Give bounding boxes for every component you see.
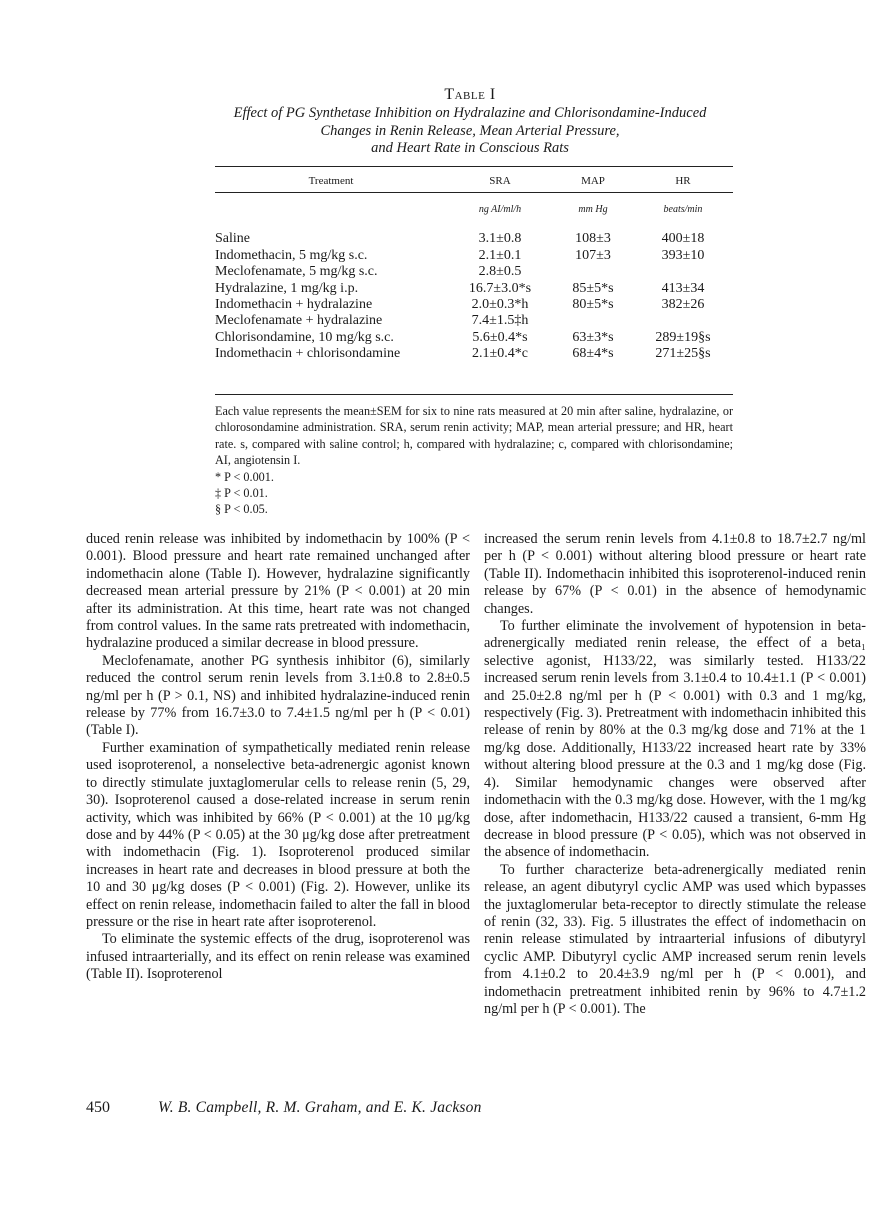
table-top-rule xyxy=(215,166,733,167)
significance-note: * P < 0.001. xyxy=(215,469,274,484)
cell-map: 63±3*s xyxy=(572,329,614,345)
cell-map: 68±4*s xyxy=(572,346,614,362)
table-bottom-rule xyxy=(215,394,733,395)
cell-hr: 382±26 xyxy=(661,297,705,313)
table-caption xyxy=(180,105,760,158)
cell-sra: 7.4±1.5‡h xyxy=(471,313,529,329)
table-row xyxy=(215,231,733,247)
data-table xyxy=(215,168,733,363)
table-row xyxy=(215,248,733,264)
running-footer-authors: W. B. Campbell, R. M. Graham, and E. K. Jackson xyxy=(158,1099,482,1116)
cell-map: 85±5*s xyxy=(572,280,614,296)
units-row xyxy=(215,194,733,231)
table-row xyxy=(215,346,733,362)
table-row xyxy=(215,313,733,329)
col-header-hr: HR xyxy=(675,175,691,187)
paragraph: increased the serum renin levels from 4.1±0.8 to 18.7±2.7 ng/ml per h (P < 0.001) without altering blood pressure or heart rate (Table II). Indomethacin inhibited this isoproterenol-induced renin release by 67% (P < 0.01) in the absence of hemodynamic changes. xyxy=(484,531,866,617)
cell-hr xyxy=(633,264,733,280)
cell-map: 107±3 xyxy=(575,247,611,263)
cell-sra: 3.1±0.8 xyxy=(478,231,522,247)
table-header-row xyxy=(215,168,733,194)
caption-line: Effect of PG Synthetase Inhibition on Hydralazine and Chlorisondamine-Induced xyxy=(233,105,707,121)
cell-hr: 271±25§s xyxy=(655,346,711,362)
cell-hr: 400±18 xyxy=(661,231,705,247)
cell-treatment: Indomethacin + chlorisondamine xyxy=(215,346,401,362)
cell-treatment: Hydralazine, 1 mg/kg i.p. xyxy=(215,280,359,296)
unit-map: mm Hg xyxy=(578,204,608,215)
cell-hr: 413±34 xyxy=(661,280,705,296)
col-header-sra: SRA xyxy=(489,175,511,187)
cell-hr xyxy=(633,313,733,329)
cell-sra: 2.1±0.4*c xyxy=(472,346,528,362)
cell-treatment: Indomethacin + hydralazine xyxy=(215,297,373,313)
cell-sra: 16.7±3.0*s xyxy=(468,280,532,296)
paragraph: Further examination of sympathetically mediated renin release used isoproterenol, a nonselective beta-adrenergic agonist known to directly stimulate juxtaglomerular cells to release renin (5, 29, 30). Isoproterenol caused a dose-related increase in serum renin activity, which was inhibited by 66% (P < 0.001) at the 10 μg/kg dose and by 44% (P < 0.05) at the 30 μg/kg dose after pretreatment with indomethacin (Fig. 1). Isoproterenol produced similar increases in heart rate and decreases in blood pressure at both the 10 and 30 μg/kg doses (P < 0.001) (Fig. 2). However, unlike its effect on renin release, indomethacin failed to alter the fall in blood pressure or the rise in heart rate after isoproterenol. xyxy=(86,739,470,930)
cell-sra: 2.8±0.5 xyxy=(478,264,522,280)
unit-treatment xyxy=(215,194,447,231)
page-number: 450 xyxy=(86,1099,110,1116)
left-column xyxy=(86,531,470,984)
paragraph: Meclofenamate, another PG synthesis inhibitor (6), similarly reduced the control serum renin levels from 3.1±0.8 to 2.8±0.5 ng/ml per h (P > 0.1, NS) and inhibited hydralazine-induced renin release by 77% from 16.7±3.0 to 7.4±1.5 ng/ml per h (P < 0.01) (Table I). xyxy=(86,652,470,739)
col-header-map: MAP xyxy=(581,175,605,187)
cell-treatment: Indomethacin, 5 mg/kg s.c. xyxy=(215,247,368,263)
cell-map: 80±5*s xyxy=(572,297,614,313)
cell-treatment: Saline xyxy=(215,231,250,247)
table-row xyxy=(215,264,733,280)
cell-hr: 289±19§s xyxy=(655,329,711,345)
paragraph: To further eliminate the involvement of hypotension in beta-adrenergically mediated renin release, the effect of a beta₁ selective agonist, H133/22, was similarly tested. H133/22 increased serum renin levels from 3.1±0.4 to 10.4±1.1 (P < 0.001) and 25.0±2.8 ng/ml per h (P < 0.001) with 0.3 and 1 mg/kg, respectively (Fig. 3). Pretreatment with indomethacin inhibited this release of renin by 80% at the 0.3 mg/kg dose and 71% at the 1 mg/kg dose. Additionally, H133/22 increased heart rate by 33% without altering blood pressure at the 0.3 and 1 mg/kg dose (Fig. 4). Similar hemodynamic changes were observed after indomethacin with the 0.3 mg/kg dose. However, with the 1 mg/kg dose, after indomethacin, H133/22 caused a transient, 6-mm Hg decrease in blood pressure (P < 0.05), which was not observed in the absence of indomethacin. xyxy=(484,618,866,861)
cell-sra: 2.1±0.1 xyxy=(478,247,522,263)
paragraph: To eliminate the systemic effects of the drug, isoproterenol was infused intraarterially, and its effect on renin release was examined (Table II). Isoproterenol xyxy=(86,931,470,983)
cell-map xyxy=(553,313,633,329)
right-column xyxy=(484,531,866,1018)
caption-line: Changes in Renin Release, Mean Arterial Pressure, xyxy=(320,122,620,139)
table-header xyxy=(180,86,760,158)
table-label: Table I xyxy=(444,86,496,103)
cell-sra: 2.0±0.3*h xyxy=(471,297,529,313)
significance-note: § P < 0.05. xyxy=(215,502,268,517)
unit-sra: ng AI/ml/h xyxy=(478,204,522,215)
cell-treatment: Meclofenamate, 5 mg/kg s.c. xyxy=(215,264,378,280)
unit-hr: beats/min xyxy=(663,204,703,215)
cell-map xyxy=(553,264,633,280)
cell-treatment: Chlorisondamine, 10 mg/kg s.c. xyxy=(215,329,394,345)
caption-line: and Heart Rate in Conscious Rats xyxy=(371,140,569,156)
cell-sra: 5.6±0.4*s xyxy=(472,329,528,345)
paragraph: duced renin release was inhibited by indomethacin by 100% (P < 0.001). Blood pressure and heart rate remained unchanged after indomethacin alone (Table I). However, hydralazine significantly decreased mean arterial pressure by 21% (P < 0.001) at 20 min after its administration. At this time, heart rate was not changed from control values. In the same rats pretreated with indomethacin, hydralazine produced a similar decrease in blood pressure. xyxy=(86,531,470,652)
table-row xyxy=(215,281,733,297)
table-row xyxy=(215,330,733,346)
table-footnote xyxy=(215,403,733,518)
cell-map: 108±3 xyxy=(575,231,611,247)
cell-treatment: Meclofenamate + hydralazine xyxy=(215,313,383,329)
paragraph: To further characterize beta-adrenergically mediated renin release, an agent dibutyryl cyclic AMP was used which bypasses the juxtaglomerular beta-receptor to directly stimulate the release of renin (32, 33). Fig. 5 illustrates the effect of indomethacin on renin release stimulated by intraarterial infusions of dibutyryl cyclic AMP. Dibutyryl cyclic AMP increased serum renin levels from 4.1±0.2 to 20.4±3.9 ng/ml per h (P < 0.001), and indomethacin pretreatment inhibited renin by 96% to 4.7±1.2 ng/ml per h (P < 0.001). The xyxy=(484,861,866,1017)
footnote-text: Each value represents the mean±SEM for six to nine rats measured at 20 min after saline, hydralazine, or chlorosondamine administration. SRA, serum renin activity; MAP, mean arterial pressure; and HR, heart rate. s, compared with saline control; h, compared with hydralazine; c, compared with chlorisondamine; AI, angiotensin I. xyxy=(215,404,733,468)
col-header-treatment: Treatment xyxy=(308,175,354,187)
significance-note: ‡ P < 0.01. xyxy=(215,486,268,501)
table-row xyxy=(215,297,733,313)
cell-hr: 393±10 xyxy=(661,247,705,263)
